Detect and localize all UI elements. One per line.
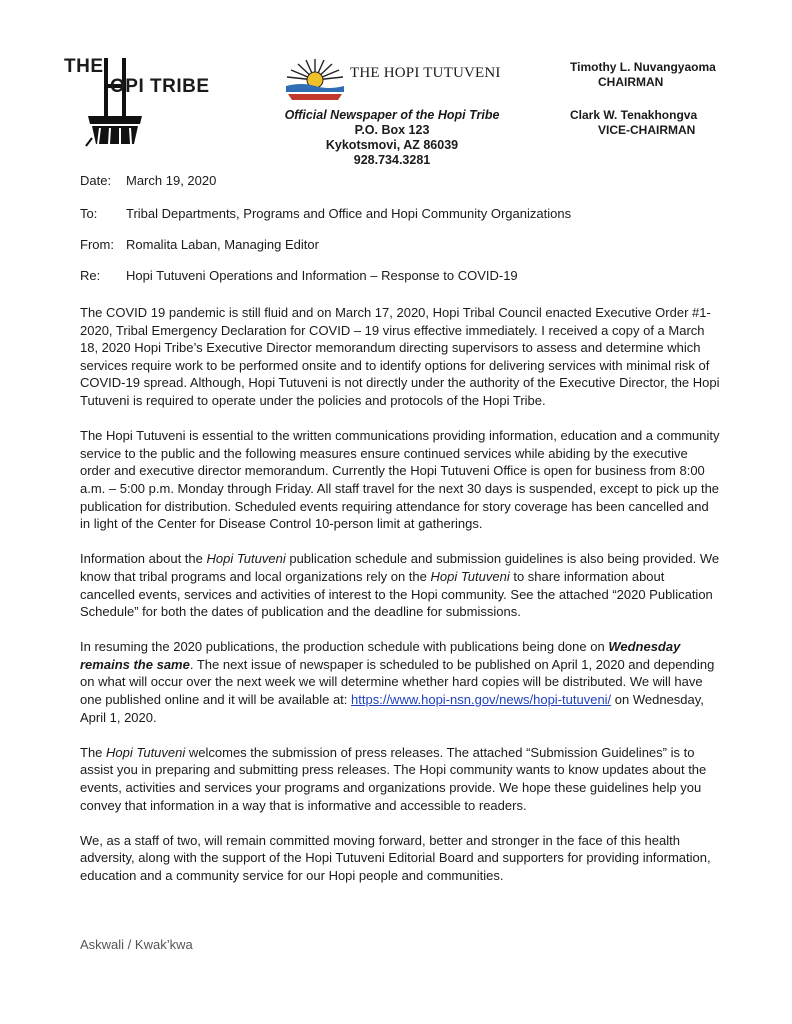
from-value: Romalita Laban, Managing Editor — [126, 237, 319, 252]
paper-title-italic: Hopi Tutuveni — [206, 551, 286, 567]
vice-chairman-title: VICE-CHAIRMAN — [598, 123, 696, 137]
date-label: Date: — [80, 173, 112, 188]
paper-title-italic: Hopi Tutuveni — [430, 568, 510, 584]
from-label: From: — [80, 237, 114, 252]
paper-title-italic: Hopi Tutuveni — [106, 744, 186, 760]
chairman-name: Timothy L. Nuvangyaoma — [570, 60, 716, 74]
date-value: March 19, 2020 — [126, 173, 217, 188]
paragraph-6: We, as a staff of two, will remain committed moving forward, better and stronger in the face of this health adversity, along with the support of the Hopi Tutuveni Editorial Board and supporters for providing information, education and a community service for our Hopi people and communities. — [80, 832, 711, 883]
hopi-tribe-logo — [64, 54, 224, 148]
paragraph-5: The Hopi Tutuveni welcomes the submission of press releases. The attached “Submission Guidelines” is to assist you in preparing and submitting press releases. The Hopi community wants to know updates about the events, activities and services your programs and organizations provide. We hope these guidelines help you convey that information in a way that is informative and accessible to readers. — [80, 744, 707, 813]
paragraph-1: The COVID 19 pandemic is still fluid and on March 17, 2020, Hopi Tribal Council enacted Executive Order #1-2020, Tribal Emergency Declaration for COVID – 19 virus effective immediately. I received a copy of a March 18, 2020 Hopi Tribe’s Executive Director memorandum directing supervisors to assess and determine which services require work to be performed onsite and to identify options for delivering services with minimal risk of COVID-19 spread. Although, Hopi Tutuveni is not directly under the authority of the Executive Director, the Hopi Tutuveni is required to operate under the policies and protocols of the Hopi Tribe. — [80, 305, 720, 408]
tribal-officers — [562, 60, 762, 138]
logo-the-text: THE — [64, 56, 104, 77]
tutuveni-sun-logo-icon — [282, 56, 348, 102]
newspaper-tagline: Official Newspaper of the Hopi Tribe — [284, 108, 500, 122]
re-label: Re: — [80, 268, 101, 283]
re-value: Hopi Tutuveni Operations and Information – Response to COVID-19 — [126, 268, 518, 283]
closing-signoff: Askwali / Kwak’kwa — [80, 937, 193, 952]
city-state-zip: Kykotsmovi, AZ 86039 — [325, 138, 459, 152]
paragraph-2: The Hopi Tutuveni is essential to the written communications providing information, education and a community service to the public and the following measures ensure continued services while abiding by the executive order and executive director memorandum. Currently the Hopi Tutuveni Office is open for business from 8:00 a.m. – 5:00 p.m. Monday through Friday. All staff travel for the next 30 days is suspended, except to pick up the publication for distribution. Scheduled events requiring attendance for story coverage has been cancelled and in light of the Center for Disease Control 10-person limit at gatherings. — [80, 428, 720, 532]
paper-name: THE HOPI TUTUVENI — [350, 65, 501, 81]
paragraph-4: In resuming the 2020 publications, the production schedule with publications being done on Wednesday remains the same. The next issue of newspaper is scheduled to be published on April 1, 2020 and depending on what will occur over the next week we will determine whether hard copies will be distributed. We will have one published online and it will be available at: https://www.hopi-nsn.gov/news/hopi-tutuveni/ on Wednesday, April 1, 2020. — [80, 639, 715, 725]
po-box: P.O. Box 123 — [354, 123, 430, 137]
vice-chairman-name: Clark W. Tenakhongva — [570, 108, 698, 122]
newspaper-address-block — [276, 108, 508, 168]
emphasis-wednesday: Wednesday remains the same — [80, 639, 681, 672]
to-value: Tribal Departments, Programs and Office and Hopi Community Organizations — [126, 206, 572, 221]
logo-tribe-name-text: OPI TRIBE — [110, 76, 210, 97]
hopi-tribe-emblem-icon — [82, 54, 152, 148]
letter-body — [80, 304, 720, 902]
phone-number: 928.734.3281 — [353, 153, 431, 167]
to-label: To: — [80, 206, 98, 221]
chairman-title: CHAIRMAN — [598, 75, 664, 89]
paragraph-3: Information about the Hopi Tutuveni publication schedule and submission guidelines is also being provided. We know that tribal programs and local organizations rely on the Hopi Tutuveni to share information about cancelled events, services and activities of interest to the Hopi community. See the attached “2020 Publication Schedule” for both the dates of publication and the deadline for submissions. — [80, 551, 720, 620]
tutuveni-online-link[interactable]: https://www.hopi-nsn.gov/news/hopi-tutuveni/ — [351, 692, 612, 708]
